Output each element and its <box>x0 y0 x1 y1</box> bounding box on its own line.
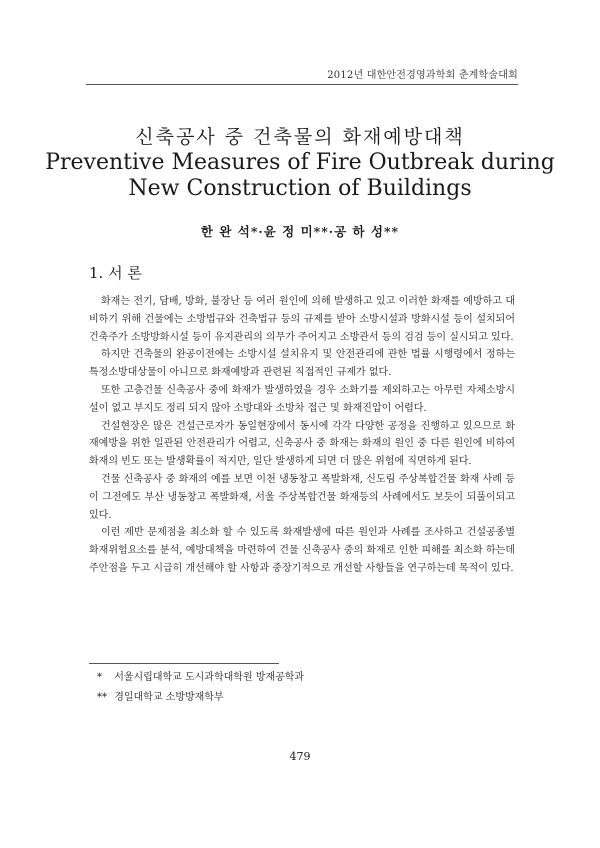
section-body <box>89 293 515 578</box>
running-head: 2012년 대한안전경영과학회 춘계학술대회 <box>327 70 518 81</box>
author-list: 한 완 석*·윤 정 미**·공 하 성** <box>200 224 400 239</box>
paragraph: 또한 고층건물 신축공사 중에 화재가 발생하였을 경우 소화기를 제외하고는 아무런 자체소방시설이 없고 부지도 정리 되지 않아 소방대와 소방차 접근 및 화재진압이 어렵다. <box>89 384 515 414</box>
title-korean: 신축공사 중 건축물의 화재예방대책 <box>135 126 465 148</box>
paragraph: 이런 제반 문제점을 최소화 할 수 있도록 화재발생에 따른 원인과 사례를 조사하고 건설공종별 화재위험요소를 분석, 예방대책을 마련하여 건물 신축공사 중의 화재로 인한 피해를 최소화 하는데 주안점을 두고 시급히 개선해야 할 사항과 중장기적으로 개선할 사항들을 연구하는데 목적이 있다. <box>89 527 515 574</box>
footnote-mark: ** <box>97 692 107 703</box>
footnote-2 <box>97 688 224 703</box>
paragraph: 건설현장은 많은 건설근로자가 동일현장에서 동시에 각각 다양한 공정을 진행하고 있으므로 화재예방을 위한 일관된 안전관리가 어렵고, 신축공사 중 화재는 화재의 원인 중 다른 원인에 비하여 화재의 빈도 또는 발생확률이 적지만, 일단 발생하게 되면 더 많은 위험에 직면하게 된다. <box>89 420 515 468</box>
footnote-mark: * <box>97 672 102 683</box>
footnote-1 <box>97 668 304 683</box>
footnote-divider <box>89 663 279 664</box>
paragraph: 건물 신축공사 중 화재의 예를 보면 이천 냉동창고 폭발화재, 신도림 주상복합건물 화재 사례 등이 그전에도 부산 냉동창고 폭발화재, 서울 주상복합건물 화재등의 사례에서도 보듯이 되풀이되고 있다. <box>89 473 515 521</box>
section-heading: 1. 서 론 <box>89 264 142 282</box>
paragraph: 하지만 건축물의 완공이전에는 소방시설 설치유지 및 안전관리에 관한 법률 시행령에서 정하는 특정소방대상물이 아니므로 화재예방과 관련된 직접적인 규제가 없다. <box>89 349 515 379</box>
page-number: 479 <box>289 750 311 763</box>
title-english-line1: Preventive Measures of Fire Outbreak during <box>45 150 555 175</box>
header-divider <box>86 84 518 85</box>
paragraph: 화재는 전기, 담배, 방화, 불장난 등 여러 원인에 의해 발생하고 있고 이러한 화재를 예방하고 대비하기 위해 건물에는 소방법규와 건축법규 등의 규제를 받아 소방시설과 방화시설 등이 설치되어 건축주가 소방방화시설 등이 유지관리의 의무가 주어지고 소방관서 등의 검검 등이 실시되고 있다. <box>89 296 515 343</box>
title-english-line2: New Construction of Buildings <box>128 176 472 201</box>
footnote-text: 서울시립대학교 도시과학대학원 방재공학과 <box>114 672 305 683</box>
footnote-text: 경일대학교 소방방재학부 <box>114 692 224 703</box>
